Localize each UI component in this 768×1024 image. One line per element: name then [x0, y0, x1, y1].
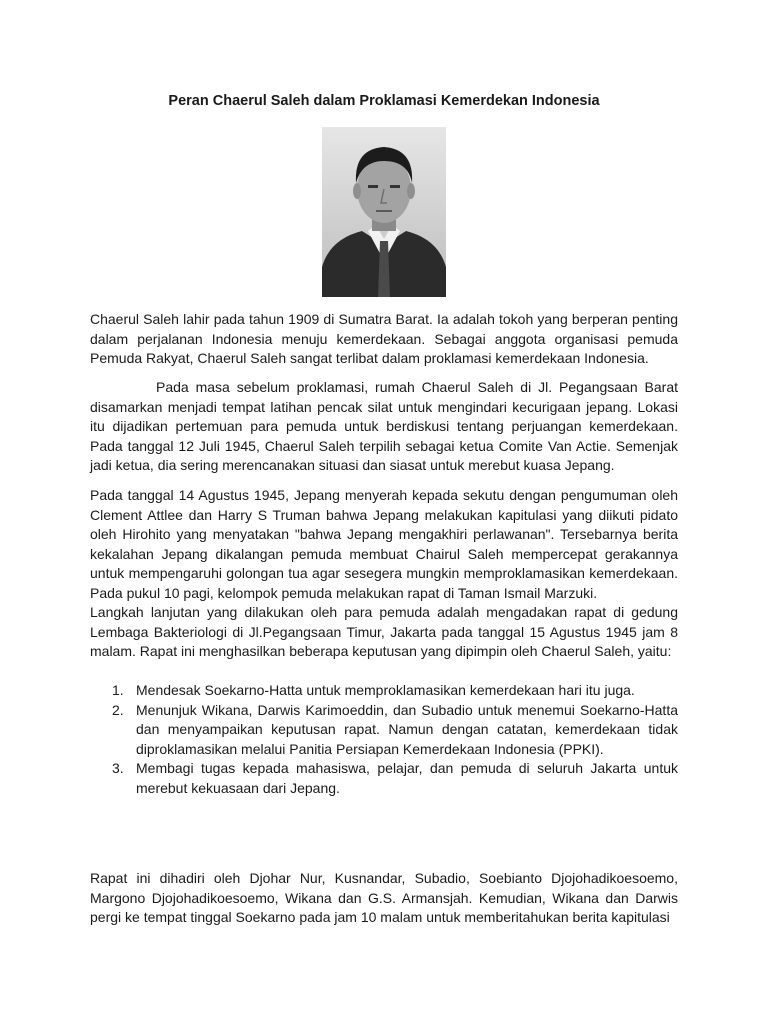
- list-item-text: Membagi tugas kepada mahasiswa, pelajar, dan pemuda di seluruh Jakarta untuk merebut kekuasaan dari Jepang.: [136, 760, 678, 796]
- list-item-text: Mendesak Soekarno-Hatta untuk memproklamasikan kemerdekaan hari itu juga.: [136, 682, 635, 698]
- list-item: [90, 701, 678, 760]
- list-item: [90, 681, 678, 701]
- list-item-number: 2.: [112, 701, 124, 718]
- list-item-number: 1.: [112, 682, 124, 698]
- portrait-photo: [322, 127, 446, 297]
- list-item: [90, 759, 678, 798]
- paragraph-5: Rapat ini dihadiri oleh Djohar Nur, Kusnandar, Subadio, Soebianto Djojohadikoesoemo, Margono Djojohadikoesoemo, Wikana dan G.S. Armansjah. Kemudian, Wikana dan Darwis pergi ke tempat tinggal Soekarno pada jam 10 malam untuk memberitahukan berita kapitulasi: [90, 870, 678, 925]
- list-item-text: Menunjuk Wikana, Darwis Karimoeddin, dan Subadio untuk menemui Soekarno-Hatta dan menyampaikan keputusan rapat. Namun dengan catatan, kemerdekaan tidak diproklamasikan melalui Panitia Persiapan Kemerdekaan Indonesia (PPKI).: [136, 701, 678, 757]
- paragraph-3: Pada tanggal 14 Agustus 1945, Jepang menyerah kepada sekutu dengan pengumuman oleh Clement Attlee dan Harry S Truman bahwa Jepang melakukan kapitulasi yang diikuti pidato oleh Hirohito yang menyatakan "bahwa Jepang mengakhiri perlawanan". Tersebarnya berita kekalahan Jepang dikalangan pemuda membuat Chairul Saleh mempercepat gerakannya untuk mempengaruhi golongan tua agar sesegera mungkin memproklamasikan kemerdekaan. Pada pukul 10 pagi, kelompok pemuda melakukan rapat di Taman Ismail Marzuki.: [90, 487, 678, 601]
- document-title: Peran Chaerul Saleh dalam Proklamasi Kemerdekan Indonesia: [168, 93, 600, 109]
- paragraph-2: Pada masa sebelum proklamasi, rumah Chaerul Saleh di Jl. Pegangsaan Barat disamarkan menjadi tempat latihan pencak silat untuk mengindari kecurigaan jepang. Lokasi itu dijadikan pertemuan para pemuda untuk berdiskusi tentang perjuangan kemerdekaan. Pada tanggal 12 Juli 1945, Chaerul Saleh terpilih sebagai ketua Comite Van Actie. Semenjak jadi ketua, dia sering merencanakan situasi dan siasat untuk merebut kuasa Jepang.: [90, 379, 678, 473]
- decision-list: [90, 681, 678, 798]
- paragraph-4: Langkah lanjutan yang dilakukan oleh para pemuda adalah mengadakan rapat di gedung Lembaga Bakteriologi di Jl.Pegangsaan Timur, Jakarta pada tanggal 15 Agustus 1945 jam 8 malam. Rapat ini menghasilkan beberapa keputusan yang dipimpin oleh Chaerul Saleh, yaitu:: [90, 604, 678, 659]
- list-item-number: 3.: [112, 760, 124, 776]
- paragraph-1: Chaerul Saleh lahir pada tahun 1909 di Sumatra Barat. Ia adalah tokoh yang berperan penting dalam perjalanan Indonesia menuju kemerdekaan. Sebagai anggota organisasi pemuda Pemuda Rakyat, Chaerul Saleh sangat terlibat dalam proklamasi kemerdekaan Indonesia.: [90, 311, 678, 366]
